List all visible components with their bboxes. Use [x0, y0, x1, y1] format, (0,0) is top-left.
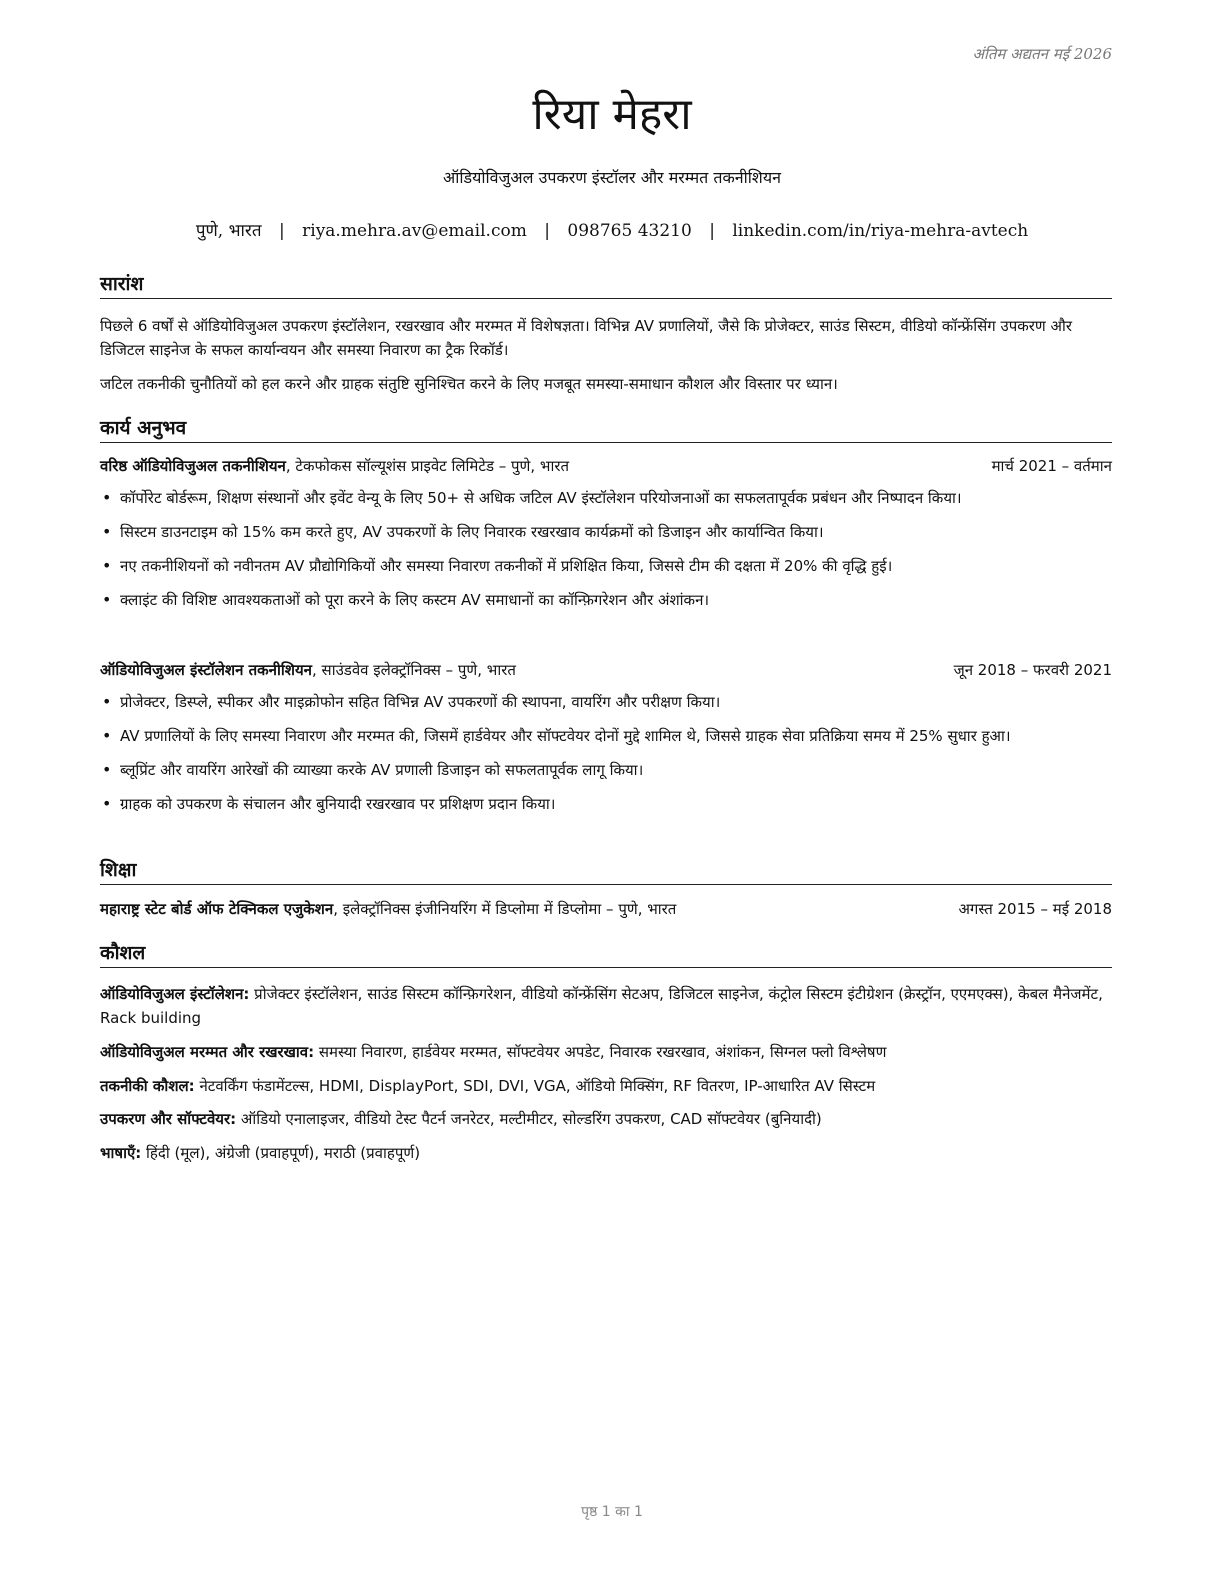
job-bullets [100, 690, 1112, 826]
skill-line [100, 1040, 1112, 1064]
job-header [100, 456, 1112, 476]
education-institution: महाराष्ट्र स्टेट बोर्ड ऑफ टेक्निकल एजुकेशन [100, 900, 334, 918]
skill-line [100, 982, 1112, 1030]
page-footer: पृष्ठ 1 का 1 [581, 1504, 643, 1520]
contact-linkedin[interactable]: linkedin.com/in/riya-mehra-avtech [732, 221, 1029, 241]
education-detail: , इलेक्ट्रॉनिक्स इंजीनियरिंग में डिप्लोमा में डिप्लोमा – पुणे, भारत [333, 900, 677, 918]
education-line [100, 899, 676, 919]
contact-separator: | [544, 221, 550, 241]
skill-text: हिंदी (मूल), अंग्रेजी (प्रवाहपूर्ण), मराठी (प्रवाहपूर्ण) [141, 1144, 421, 1162]
job-role: वरिष्ठ ऑडियोविजुअल तकनीशियन [100, 457, 286, 475]
skill-label: भाषाएँ: [100, 1144, 142, 1162]
skill-line [100, 1141, 1112, 1165]
skill-text: प्रोजेक्टर इंस्टॉलेशन, साउंड सिस्टम कॉन्फ़िगरेशन, वीडियो कॉन्फ्रेंसिंग सेटअप, डिजिटल साइनेज, कंट्रोल सिस्टम इंटीग्रेशन (क्रेस्ट्रॉन, एएमएक्स), केबल मैनेजमेंट, Rack building [100, 985, 1103, 1027]
skill-label: तकनीकी कौशल: [100, 1077, 195, 1095]
skill-label: उपकरण और सॉफ्टवेयर: [100, 1110, 237, 1128]
contact-phone: 098765 43210 [567, 221, 692, 241]
job-title-line [100, 456, 569, 476]
skill-line [100, 1074, 1112, 1098]
skill-text: नेटवर्किंग फंडामेंटल्स, HDMI, DisplayPort, SDI, DVI, VGA, ऑडियो मिक्सिंग, RF वितरण, IP-आधारित AV सिस्टम [194, 1077, 876, 1095]
bullet-item: • ग्राहक को उपकरण के संचालन और बुनियादी रखरखाव पर प्रशिक्षण प्रदान किया। [100, 792, 1112, 816]
contact-separator: | [278, 221, 285, 241]
summary-heading: सारांश [100, 270, 1112, 299]
job-title-line [100, 660, 516, 680]
summary-paragraph-2: जटिल तकनीकी चुनौतियों को हल करने और ग्राहक संतुष्टि सुनिश्चित करने के लिए मजबूत समस्या-समाधान कौशल और विस्तार पर ध्यान। [100, 375, 838, 393]
contact-line [0, 218, 1224, 241]
job-org: , साउंडवेव इलेक्ट्रॉनिक्स – पुणे, भारत [312, 661, 516, 679]
skill-label: ऑडियोविजुअल मरम्मत और रखरखाव: [100, 1043, 315, 1061]
bullet-item: • नए तकनीशियनों को नवीनतम AV प्रौद्योगिकियों और समस्या निवारण तकनीकों में प्रशिक्षित किया, जिससे टीम की दक्षता में 20% की वृद्धि हुई। [100, 554, 1112, 578]
education-entry [100, 899, 1112, 919]
contact-location: पुणे, भारत [195, 221, 262, 241]
bullet-item: • AV प्रणालियों के लिए समस्या निवारण और मरम्मत की, जिसमें हार्डवेयर और सॉफ्टवेयर दोनों मुद्दे शामिल थे, जिससे ग्राहक सेवा प्रतिक्रिया समय में 25% सुधार हुआ। [100, 724, 1112, 748]
skill-label: ऑडियोविजुअल इंस्टॉलेशन: [100, 985, 250, 1003]
summary-paragraph-1: पिछले 6 वर्षों से ऑडियोविजुअल उपकरण इंस्टॉलेशन, रखरखाव और मरम्मत में विशेषज्ञता। विभिन्न AV प्रणालियों, जैसे कि प्रोजेक्टर, साउंड सिस्टम, वीडियो कॉन्फ्रेंसिंग उपकरण और डिजिटल साइनेज के सफल कार्यान्वयन और समस्या निवारण का ट्रैक रिकॉर्ड। [100, 317, 1072, 359]
skills-heading: कौशल [100, 939, 1112, 968]
bullet-item: • क्लाइंट की विशिष्ट आवश्यकताओं को पूरा करने के लिए कस्टम AV समाधानों का कॉन्फ़िगरेशन और अंशांकन। [100, 588, 1112, 612]
contact-email[interactable]: riya.mehra.av@email.com [302, 221, 527, 241]
candidate-role: ऑडियोविजुअल उपकरण इंस्टॉलर और मरम्मत तकनीशियन [443, 168, 781, 187]
job-header [100, 660, 1112, 680]
bullet-item: • कॉर्पोरेट बोर्डरूम, शिक्षण संस्थानों और इवेंट वेन्यू के लिए 50+ से अधिक जटिल AV इंस्टॉलेशन परियोजनाओं का सफलतापूर्वक प्रबंधन और निष्पादन किया। [100, 486, 1112, 510]
job-bullets [100, 486, 1112, 622]
contact-separator: | [709, 221, 715, 241]
experience-heading: कार्य अनुभव [100, 414, 1112, 443]
skill-line [100, 1107, 1112, 1131]
education-heading: शिक्षा [100, 856, 1112, 885]
bullet-item: • सिस्टम डाउनटाइम को 15% कम करते हुए, AV उपकरणों के लिए निवारक रखरखाव कार्यक्रमों को डिजाइन और कार्यान्वित किया। [100, 520, 1112, 544]
job-role: ऑडियोविजुअल इंस्टॉलेशन तकनीशियन [100, 661, 313, 679]
skill-text: समस्या निवारण, हार्डवेयर मरम्मत, सॉफ्टवेयर अपडेट, निवारक रखरखाव, अंशांकन, सिग्नल फ्लो विश्लेषण [314, 1043, 887, 1061]
job-org: , टेकफोकस सॉल्यूशंस प्राइवेट लिमिटेड – पुणे, भारत [285, 457, 570, 475]
bullet-item: • प्रोजेक्टर, डिस्प्ले, स्पीकर और माइक्रोफोन सहित विभिन्न AV उपकरणों की स्थापना, वायरिंग और परीक्षण किया। [100, 690, 1112, 714]
job-dates: मार्च 2021 – वर्तमान [991, 457, 1112, 475]
job-dates: जून 2018 – फरवरी 2021 [953, 661, 1112, 679]
skill-text: ऑडियो एनालाइजर, वीडियो टेस्ट पैटर्न जनरेटर, मल्टीमीटर, सोल्डरिंग उपकरण, CAD सॉफ्टवेयर (बुनियादी) [236, 1110, 822, 1128]
last-updated: अंतिम अद्यतन मई 2026 [972, 45, 1112, 63]
candidate-name: रिया मेहरा [532, 89, 692, 140]
bullet-item: • ब्लूप्रिंट और वायरिंग आरेखों की व्याख्या करके AV प्रणाली डिजाइन को सफलतापूर्वक लागू किया। [100, 758, 1112, 782]
education-dates: अगस्त 2015 – मई 2018 [958, 900, 1112, 918]
